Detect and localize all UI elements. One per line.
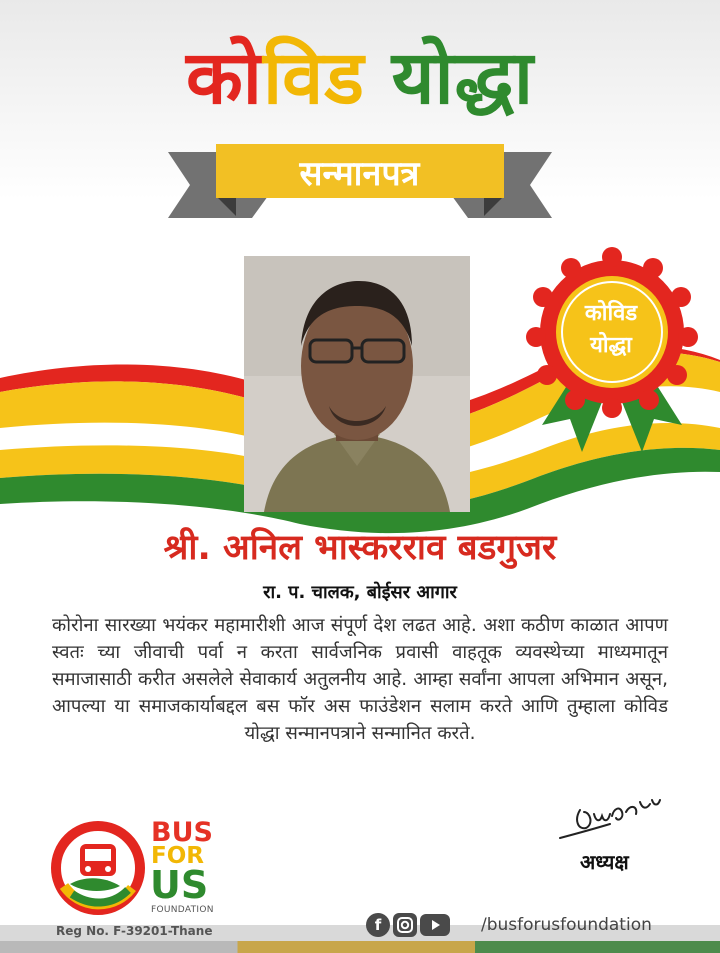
recipient-designation: रा. प. चालक, बोईसर आगार [263, 582, 457, 603]
social-handle[interactable]: /busforusfoundation [481, 915, 652, 935]
seal-line2: योद्धा [590, 332, 632, 358]
instagram-icon[interactable] [393, 913, 417, 937]
title-part-yellow: विड [262, 35, 365, 121]
registration-number: Reg No. F-39201-Thane [56, 924, 213, 938]
recipient-name: श्री. अनिल भास्करराव बडगुजर [163, 528, 557, 568]
certificate-message: कोरोना सारख्या भयंकर महामारीशी आज संपूर्ण देश लढत आहे. अशा कठीण काळात आपण स्वतः च्या जीवाची पर्वा न करता सार्वजनिक प्रवासी वाहतूक व्यवस्थेच्या माध्यमातून समाजासाठी करीत असलेले सेवाकार्य अतुलनीय आहे. आम्हा सर्वांना आपला अभिमान असून, आपल्या या समाजकार्याबद्दल बस फॉर अस फाउंडेशन सलाम करते आणि तुम्हाला कोविड योद्धा सन्मानपत्राने सन्मानित करते. [52, 615, 668, 744]
title-part-red: को [185, 35, 263, 121]
signature [550, 790, 670, 850]
social-icons [366, 913, 450, 937]
recipient-photo [244, 256, 470, 512]
footer-color-stripe [0, 941, 720, 953]
logo-word-for: FOR [151, 843, 204, 869]
ribbon-label: सन्मानपत्र [299, 154, 420, 194]
seal-label [565, 298, 657, 362]
facebook-icon[interactable]: f [366, 913, 390, 937]
logo-word-bus: BUS [151, 817, 213, 848]
title-part-green: योद्धा [364, 35, 535, 121]
signatory-title: अध्यक्ष [580, 850, 629, 874]
youtube-icon[interactable] [420, 914, 450, 936]
logo-word-us: US [150, 863, 209, 907]
logo-word-foundation: FOUNDATION [151, 905, 214, 915]
seal-line1: कोविड [584, 301, 638, 326]
certificate-title [0, 35, 720, 121]
